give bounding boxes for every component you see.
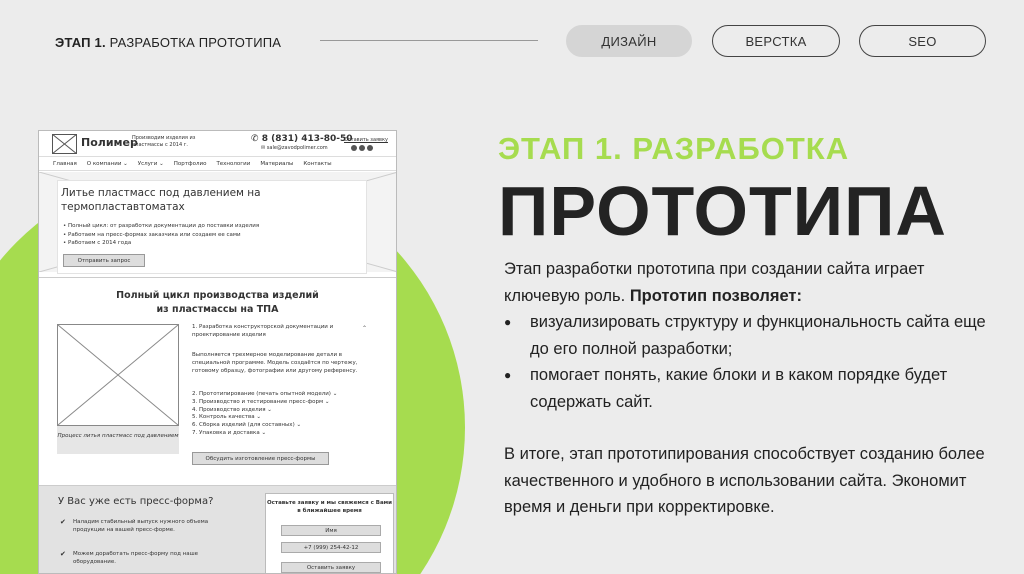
intro-bold: Прототип позволяет: bbox=[629, 286, 802, 305]
image-caption: Процесс литья пластмасс под давлением bbox=[57, 426, 179, 454]
mockup-nav-item: Материалы bbox=[260, 160, 294, 167]
mockup-order-link: Оставить заявку bbox=[344, 137, 388, 143]
hero-bullet: • Полный цикл: от разработки документации до поставки изделия bbox=[63, 222, 259, 231]
mockup-nav-item: Главная bbox=[53, 160, 77, 167]
tab-seo[interactable]: SEO bbox=[859, 25, 986, 57]
mockup-brand: Полимер bbox=[81, 136, 138, 149]
summary-paragraph: В итоге, этап прототипирования способствует созданию более качественного и удобного в использовании сайта. Экономит время и деньги при корректировке. bbox=[504, 445, 985, 516]
mockup-production-section bbox=[39, 277, 396, 485]
steps-list bbox=[192, 391, 337, 438]
mockup-nav-item: Портфолио bbox=[173, 160, 207, 167]
viber-icon bbox=[351, 145, 357, 151]
section-title bbox=[39, 289, 396, 317]
section-title-line2: из пластмассы на ТПА bbox=[156, 304, 279, 315]
hero-bullet: • Работаем на пресс-формах заказчика или создаем ее сами bbox=[63, 231, 259, 240]
mockup-hero bbox=[39, 172, 396, 272]
mockup-email-text: sale@zavodpolimer.com bbox=[266, 145, 328, 151]
logo-placeholder-icon bbox=[52, 134, 77, 154]
hero-bullets bbox=[63, 222, 259, 248]
mockup-email bbox=[261, 145, 328, 151]
tab-design[interactable]: ДИЗАЙН bbox=[566, 25, 692, 57]
mockup-phone bbox=[251, 134, 353, 144]
mockup-nav-item: Услуги ⌄ bbox=[137, 160, 164, 167]
name-field: Имя bbox=[281, 525, 381, 536]
benefit-item: ● визуализировать структуру и функциональность сайта еще до его полной разработки; bbox=[504, 309, 994, 362]
check-item: ✔ Можем доработать пресс-форму под наше оборудование. bbox=[60, 551, 220, 566]
step-item: 3. Производство и тестирование пресс-форм ⌄ bbox=[192, 398, 330, 405]
mockup-header bbox=[39, 131, 396, 157]
telegram-icon bbox=[367, 145, 373, 151]
image-placeholder-icon bbox=[57, 324, 179, 426]
title-line1: ЭТАП 1. РАЗРАБОТКА bbox=[498, 131, 850, 166]
mockup-tagline: Производим изделия из пластмассы с 2014 г. bbox=[132, 135, 196, 148]
step-item: 7. Упаковка и доставка ⌄ bbox=[192, 429, 267, 436]
phone-field: +7 (999) 254-42-12 bbox=[281, 542, 381, 553]
hero-title: Литье пластмасс под давлением на термопластавтоматах bbox=[61, 187, 261, 213]
prototype-mockup-image bbox=[38, 130, 397, 574]
hero-bullet: • Работаем с 2014 года bbox=[63, 239, 259, 248]
mockup-nav-item: Контакты bbox=[303, 160, 332, 167]
intro-paragraph bbox=[504, 256, 994, 309]
divider-line bbox=[320, 40, 538, 41]
step-1-text: Выполняется трехмерное моделирование детали в специальной программе. Модель создаётся по чертежу, готовому образцу, фотографии или другому референсу. bbox=[192, 352, 358, 374]
hero-send-button: Отправить запрос bbox=[63, 254, 145, 267]
form-title: Оставьте заявку и мы свяжемся с Вами в ближайшее время bbox=[266, 500, 393, 514]
phone-icon: ✆ bbox=[251, 134, 262, 144]
mockup-nav bbox=[39, 157, 396, 171]
mockup-nav-item: Технологии bbox=[216, 160, 251, 167]
description bbox=[504, 256, 994, 521]
request-form bbox=[265, 493, 394, 574]
section-title-line1: Полный цикл производства изделий bbox=[116, 290, 319, 301]
top-bar bbox=[0, 0, 1024, 85]
discuss-mold-button: Обсудить изготовление пресс-формы bbox=[192, 452, 329, 465]
tab-layout[interactable]: ВЕРСТКА bbox=[712, 25, 840, 57]
mockup-mold-section bbox=[39, 485, 396, 574]
mold-section-title: У Вас уже есть пресс-форма? bbox=[58, 496, 214, 507]
check-item: ✔ Наладим стабильный выпуск нужного объема продукции на вашей пресс-форме. bbox=[60, 519, 220, 534]
step-item: 6. Сборка изделий (для составных) ⌄ bbox=[192, 422, 302, 429]
stage-label bbox=[55, 35, 281, 50]
step-item: 4. Производство изделия ⌄ bbox=[192, 406, 272, 413]
step-item: 2. Прототипирование (печать опытной модели) ⌄ bbox=[192, 391, 338, 397]
step-1-title: 1. Разработка конструкторской документации и проектирование изделия bbox=[192, 324, 334, 338]
stage-label-rest: РАЗРАБОТКА ПРОТОТИПА bbox=[105, 35, 282, 50]
chevron-up-icon: ⌃ bbox=[362, 325, 368, 332]
whatsapp-icon bbox=[359, 145, 365, 151]
mail-icon: ✉ bbox=[261, 145, 267, 151]
stage-label-bold: ЭТАП 1. bbox=[55, 35, 106, 50]
social-icons bbox=[351, 145, 375, 151]
mockup-nav-item: О компании ⌄ bbox=[86, 160, 128, 167]
intro-text: Этап разработки прототипа при создании сайта играет ключевую роль. bbox=[504, 260, 925, 305]
form-submit-button: Оставить заявку bbox=[281, 562, 381, 573]
title-line2: ПРОТОТИПА bbox=[498, 172, 947, 250]
benefits-list bbox=[504, 309, 994, 415]
step-item: 5. Контроль качества ⌄ bbox=[192, 414, 261, 421]
benefit-item: ● помогает понять, какие блоки и в каком порядке будет содержать сайт. bbox=[504, 362, 994, 415]
mockup-phone-number: 8 (831) 413-80-50 bbox=[261, 134, 353, 144]
